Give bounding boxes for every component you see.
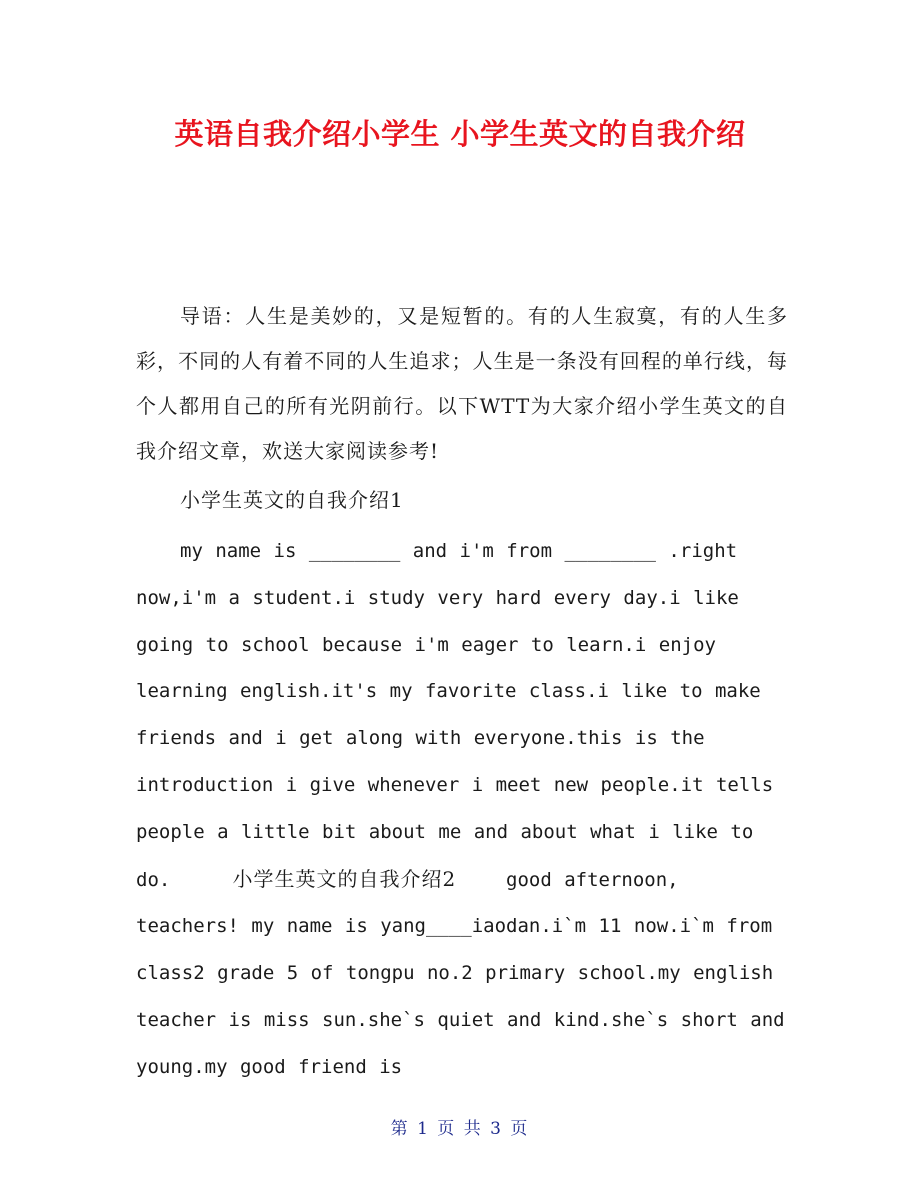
- document-body: [136, 294, 788, 1091]
- section-1-heading: 小学生英文的自我介绍1: [180, 488, 404, 512]
- section-2-text: good afternoon, teachers! my name is yang____iaodan.i`m 11 now.i`m from class2 grade 5 of tongpu no.2 primary school.my english teacher is miss sun.she`s quiet and kind.she`s short and young.my good friend is: [136, 868, 785, 1078]
- section-2-heading: 小学生英文的自我介绍2: [232, 866, 457, 891]
- section-1-body: [136, 528, 788, 1091]
- intro-paragraph: 导语：人生是美妙的，又是短暂的。有的人生寂寞，有的人生多彩，不同的人有着不同的人生追求；人生是一条没有回程的单行线，每个人都用自己的所有光阴前行。以下WTT为大家介绍小学生英文的自我介绍文章，欢送大家阅读参考!: [136, 304, 788, 463]
- page-number-footer: 第 1 页 共 3 页: [390, 1119, 530, 1139]
- section-1-text: my name is ________ and i'm from ________ .right now,i'm a student.i study very hard every day.i like going to school because i'm eager to learn.i enjoy learning english.it's my favorite class.i like to make friends and i get along with everyone.this is the introduction i give whenever i meet new people.it tells people a little bit about me and about what i like to do.: [136, 540, 774, 891]
- document-title: 英语自我介绍小学生 小学生英文的自我介绍: [174, 117, 746, 151]
